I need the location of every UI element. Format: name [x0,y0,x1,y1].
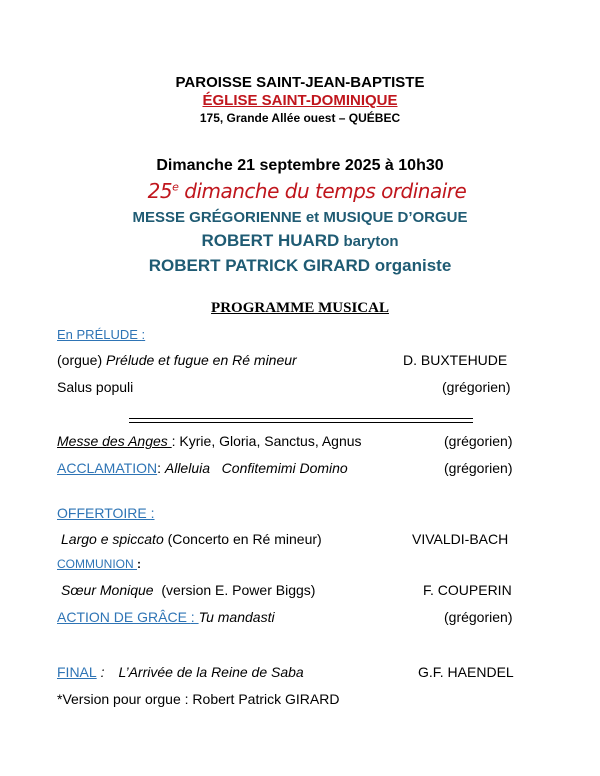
communion-detail: (version E. Power Biggs) [153,582,316,598]
liturgical-sunday [0,179,600,203]
final-title: L’Arrivée de la Reine de Saba [118,664,304,680]
singer-line [0,231,600,251]
acclamation-line [57,460,348,476]
prelude-work-title: Prélude et fugue en Ré mineur [106,352,297,368]
sunday-number: 25 [147,179,173,203]
church-address: 175, Grande Allée ouest – QUÉBEC [199,111,401,125]
messe-line [57,433,362,449]
prelude-prefix: (orgue) [57,352,107,368]
final-heading-colon: : [96,664,105,680]
acclamation-heading: ACCLAMATION [57,460,158,476]
divider-bottom [129,422,473,423]
communion-title: Sœur Monique [61,582,154,598]
acclamation-title: Alleluia Confitemimi Domino [164,460,348,476]
acclamation-composer: (grégorien) [444,460,513,476]
programme-title: PROGRAMME MUSICAL [211,300,389,316]
communion-heading-text: COMMUNION [57,557,137,571]
action-title: Tu mandasti [198,609,275,625]
parish-name: PAROISSE SAINT-JEAN-BAPTISTE [175,74,425,91]
sunday-ordinal: e [172,180,179,194]
singer-name: ROBERT HUARD [201,231,340,250]
version-note: *Version pour orgue : Robert Patrick GIRARD [57,691,340,707]
communion-heading [57,557,141,571]
messe-composer: (grégorien) [444,433,513,449]
organist-role: organiste [370,256,452,275]
organist-name: ROBERT PATRICK GIRARD [148,256,371,275]
final-composer: G.F. HAENDEL [418,664,514,680]
prelude-heading-colon: : [141,327,146,342]
offertoire-line [61,531,322,547]
divider-top [129,418,473,419]
singer-role: baryton [339,233,399,250]
offertoire-heading-text: OFFERTOIRE [57,505,151,521]
action-line [57,609,275,625]
offertoire-title: Largo e spiccato [61,531,164,547]
messe-parts: : Kyrie, Gloria, Sanctus, Agnus [171,433,362,449]
action-composer: (grégorien) [444,609,513,625]
salus-composer: (grégorien) [442,379,511,395]
communion-composer: F. COUPERIN [423,582,512,598]
communion-heading-colon: : [137,557,141,571]
communion-line [61,582,315,598]
offertoire-heading [57,505,155,521]
action-heading-colon: : [190,609,199,625]
prelude-line-1 [57,352,297,368]
mass-title: MESSE GRÉGORIENNE et MUSIQUE D’ORGUE [132,209,468,226]
messe-title: Messe des Anges [57,433,172,449]
prelude-heading [57,327,145,342]
event-date: Dimanche 21 septembre 2025 à 10h30 [156,157,444,174]
final-line [57,664,304,680]
organist-line [0,256,600,276]
sunday-text: dimanche du temps ordinaire [178,179,467,203]
offertoire-detail: (Concerto en Ré mineur) [163,531,322,547]
final-heading: FINAL [57,664,97,680]
prelude-heading-text: En PRÉLUDE [57,327,142,342]
action-heading: ACTION DE GRÂCE [57,609,191,625]
church-name: ÉGLISE SAINT-DOMINIQUE [202,92,398,109]
prelude-composer: D. BUXTEHUDE [403,352,508,368]
acclamation-colon: : [157,460,165,476]
salus-title: Salus populi [57,379,134,395]
offertoire-composer: VIVALDI-BACH [412,531,509,547]
offertoire-heading-colon: : [150,505,155,521]
